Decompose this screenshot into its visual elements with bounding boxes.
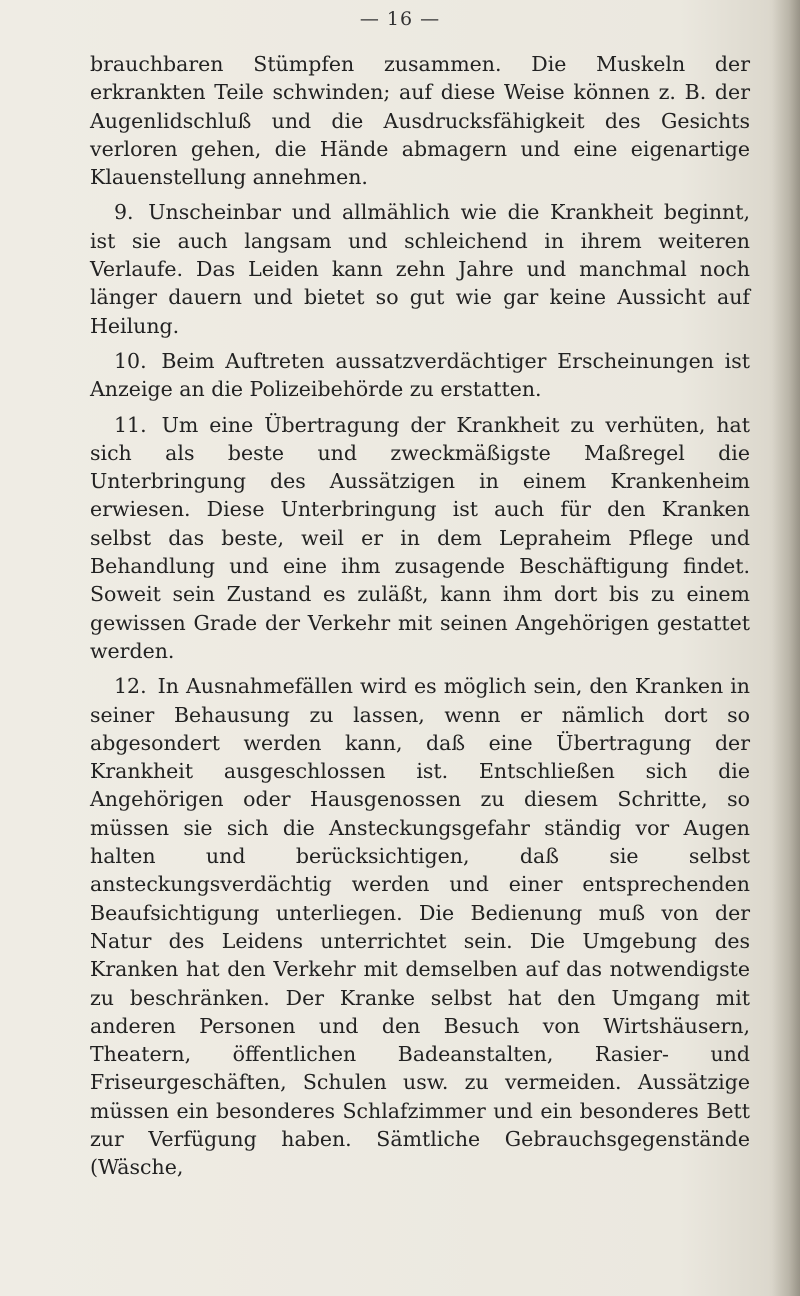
- paragraph-9: [90, 198, 750, 339]
- paragraph-continued: [90, 50, 750, 191]
- page-number: — 16 —: [359, 8, 441, 30]
- paragraph-number: 12.: [114, 674, 147, 699]
- paragraph-10: [90, 347, 750, 404]
- body-text: [90, 50, 750, 1182]
- paragraph-text: Beim Auftreten aussatzverdächtiger Erscheinungen ist Anzeige an die Polizeibehörde zu erstatten.: [90, 348, 750, 402]
- paragraph-number: 11.: [114, 412, 147, 437]
- paragraph-text: Um eine Übertragung der Krankheit zu verhüten, hat sich als beste und zweckmäßigste Maßregel die Unterbringung des Aussätzigen in einem Krankenheim erwiesen. Diese Unterbringung ist auch für den Kranken selbst das beste, weil er in dem Lepraheim Pflege und Behandlung und eine ihm zusagende Beschäftigung findet. Soweit sein Zustand es zuläßt, kann ihm dort bis zu einem gewissen Grade der Verkehr mit seinen Angehörigen gestattet werden.: [90, 412, 750, 663]
- paragraph-number: 10.: [114, 348, 147, 373]
- paragraph-number: 9.: [114, 200, 134, 225]
- paragraph-text: brauchbaren Stümpfen zusammen. Die Muskeln der erkrankten Teile schwinden; auf diese Weise können z. B. der Augenlidschluß und die Ausdrucksfähigkeit des Gesichts verloren gehen, die Hände abmagern und eine eigenartige Klauenstellung annehmen.: [90, 52, 750, 190]
- paragraph-text: In Ausnahmefällen wird es möglich sein, den Kranken in seiner Behausung zu lassen, wenn er nämlich dort so abgesondert werden kann, daß eine Übertragung der Krankheit ausgeschlossen ist. Entschließen sich die Angehörigen oder Hausgenossen zu diesem Schritte, so müssen sie sich die Ansteckungsgefahr ständig vor Augen halten und berücksichtigen, daß sie selbst ansteckungsverdächtig werden und einer entsprechenden Beaufsichtigung unterliegen. Die Bedienung muß von der Natur des Leidens unterrichtet sein. Die Umgebung des Kranken hat den Verkehr mit demselben auf das notwendigste zu beschränken. Der Kranke selbst hat den Umgang mit anderen Personen und den Besuch von Wirtshäusern, Theatern, öffentlichen Badeanstalten, Rasier- und Friseurgeschäften, Schulen usw. zu vermeiden. Aussätzige müssen ein besonderes Schlafzimmer und ein besonderes Bett zur Verfügung haben. Sämtliche Gebrauchsgegenstände (Wäsche,: [90, 674, 750, 1180]
- page-edge-shadow: [772, 0, 800, 1296]
- paragraph-11: [90, 411, 750, 666]
- paragraph-12: [90, 672, 750, 1181]
- paragraph-text: Unscheinbar und allmählich wie die Krankheit beginnt, ist sie auch langsam und schleichend in ihrem weiteren Verlaufe. Das Leiden kann zehn Jahre und manchmal noch länger dauern und bietet so gut wie gar keine Aussicht auf Heilung.: [90, 200, 750, 338]
